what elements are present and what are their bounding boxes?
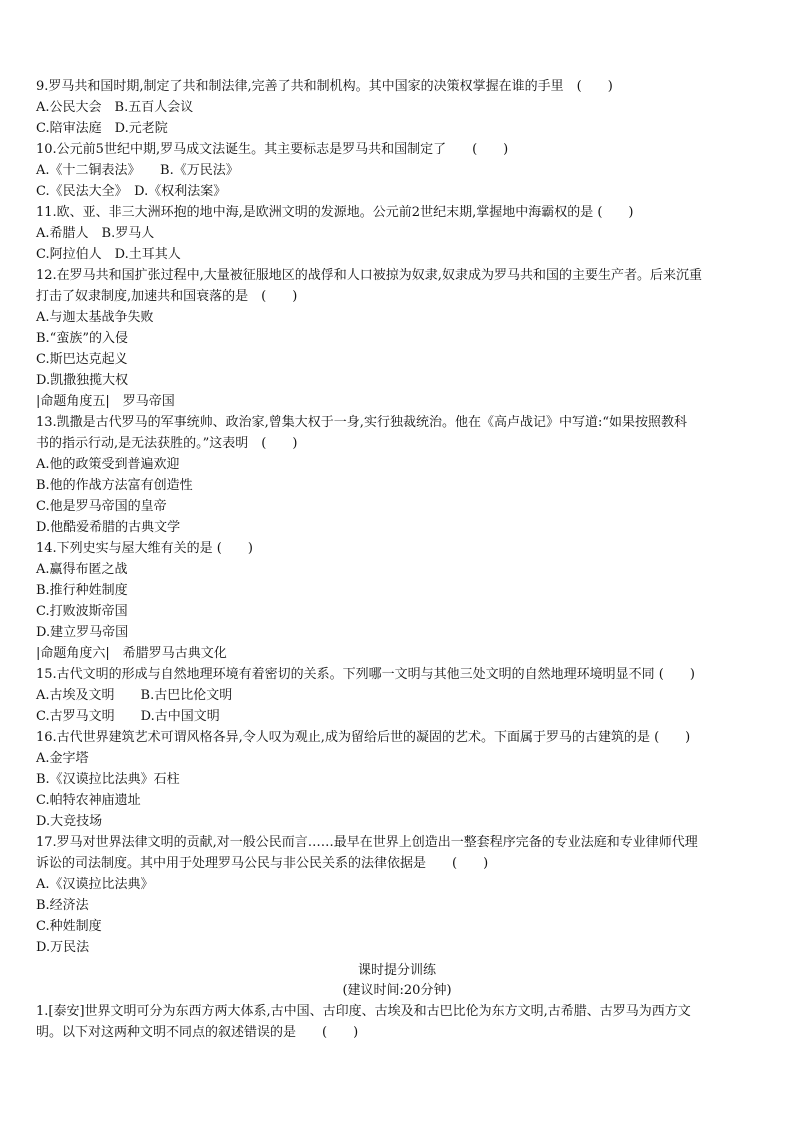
question-10-options-ab: A.《十二铜表法》 B.《万民法》 (36, 163, 239, 178)
question-12-option-d: D.凯撒独揽大权 (36, 373, 129, 388)
question-17-stem-line1: 17.罗马对世界法律文明的贡献,对一般公民而言……最早在世界上创造出一整套程序完备的专业法庭和专业律师代理 (36, 835, 698, 850)
question-16-option-c: C.帕特农神庙遗址 (36, 793, 141, 808)
question-13-option-c: C.他是罗马帝国的皇帝 (36, 499, 167, 514)
question-14-option-a: A.赢得布匿之战 (36, 562, 128, 577)
topic-heading-5: |命题角度五| 罗马帝国 (36, 394, 175, 409)
question-11-options-ab: A.希腊人 B.罗马人 (36, 226, 155, 241)
training-question-1-line2: 明。以下对这两种文明不同点的叙述错误的是 ( ) (36, 1025, 359, 1040)
question-16-option-b: B.《汉谟拉比法典》石柱 (36, 772, 180, 787)
topic-heading-6: |命题角度六| 希腊罗马古典文化 (36, 646, 227, 661)
question-11-options-cd: C.阿拉伯人 D.土耳其人 (36, 247, 181, 262)
question-14-option-d: D.建立罗马帝国 (36, 625, 129, 640)
question-9-options-cd: C.陪审法庭 D.元老院 (36, 121, 168, 136)
question-16-option-d: D.大竞技场 (36, 814, 103, 829)
question-10-stem: 10.公元前5世纪中期,罗马成文法诞生。其主要标志是罗马共和国制定了 ( ) (36, 142, 509, 157)
question-17-option-d: D.万民法 (36, 940, 90, 955)
question-16-option-a: A.金字塔 (36, 751, 89, 766)
training-question-1-line1: 1.[泰安]世界文明可分为东西方两大体系,古中国、古印度、古埃及和古巴比伦为东方文明,古希腊、古罗马为西方文 (36, 1004, 691, 1019)
question-13-option-b: B.他的作战方法富有创造性 (36, 478, 193, 493)
question-17-option-c: C.种姓制度 (36, 919, 102, 934)
question-16-stem: 16.古代世界建筑艺术可谓风格各异,令人叹为观止,成为留给后世的凝固的艺术。下面属于罗马的古建筑的是 ( ) (36, 730, 691, 745)
question-17-option-b: B.经济法 (36, 898, 89, 913)
question-13-stem-line1: 13.凯撒是古代罗马的军事统帅、政治家,曾集大权于一身,实行独裁统治。他在《高卢战记》中写道:“如果按照教科 (36, 415, 687, 430)
question-12-option-a: A.与迦太基战争失败 (36, 310, 154, 325)
question-15-stem: 15.古代文明的形成与自然地理环境有着密切的关系。下列哪一文明与其他三处文明的自然地理环境明显不同 ( ) (36, 667, 695, 682)
question-12-stem-line2: 打击了奴隶制度,加速共和国衰落的是 ( ) (36, 289, 298, 304)
question-14-stem: 14.下列史实与屋大维有关的是 ( ) (36, 541, 253, 556)
question-13-option-d: D.他酷爱希腊的古典文学 (36, 520, 181, 535)
question-12-option-c: C.斯巴达克起义 (36, 352, 128, 367)
question-12-stem-line1: 12.在罗马共和国扩张过程中,大量被征服地区的战俘和人口被掠为奴隶,奴隶成为罗马共和国的主要生产者。后来沉重 (36, 268, 702, 283)
question-9-options-ab: A.公民大会 B.五百人会议 (36, 100, 194, 115)
question-15-options-ab: A.古埃及文明 B.古巴比伦文明 (36, 688, 233, 703)
question-12-option-b: B.“蛮族”的入侵 (36, 331, 128, 346)
section-title: 课时提分训练 (357, 963, 436, 978)
question-17-option-a: A.《汉谟拉比法典》 (36, 877, 154, 892)
section-subtitle: (建议时间:20分钟) (342, 983, 452, 998)
question-9-stem: 9.罗马共和国时期,制定了共和制法律,完善了共和制机构。其中国家的决策权掌握在谁的手里 ( ) (36, 79, 613, 94)
question-13-option-a: A.他的政策受到普遍欢迎 (36, 457, 180, 472)
question-15-options-cd: C.古罗马文明 D.古中国文明 (36, 709, 220, 724)
question-17-stem-line2: 诉讼的司法制度。其中用于处理罗马公民与非公民关系的法律依据是 ( ) (36, 856, 489, 871)
question-14-option-b: B.推行种姓制度 (36, 583, 128, 598)
question-11-stem: 11.欧、亚、非三大洲环抱的地中海,是欧洲文明的发源地。公元前2世纪末期,掌握地中海霸权的是 ( ) (36, 205, 634, 220)
question-10-options-cd: C.《民法大全》 D.《权利法案》 (36, 184, 227, 199)
question-13-stem-line2: 书的指示行动,是无法获胜的。”这表明 ( ) (36, 436, 298, 451)
question-14-option-c: C.打败波斯帝国 (36, 604, 128, 619)
